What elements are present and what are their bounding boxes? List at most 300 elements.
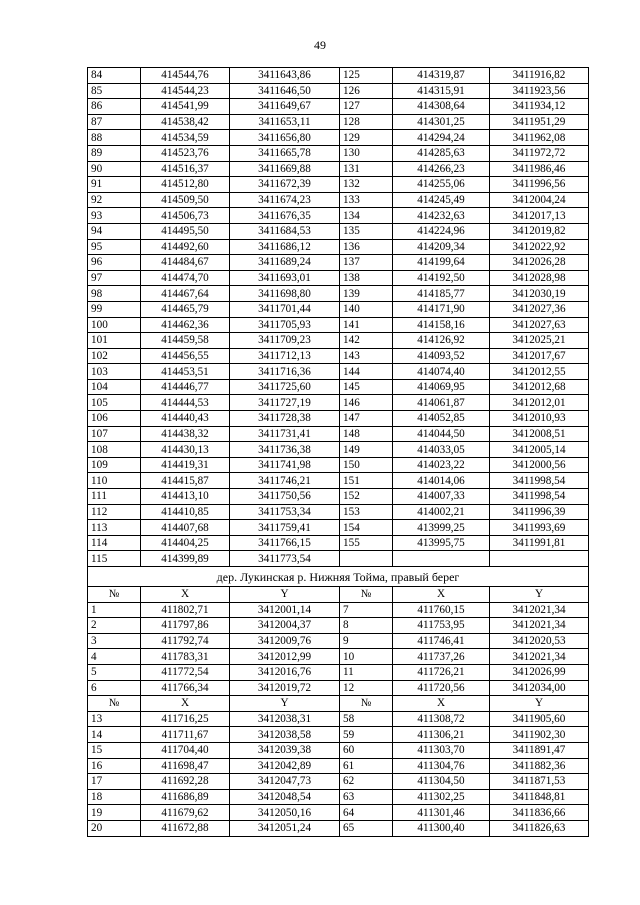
column-header: X — [141, 696, 230, 712]
table-row — [88, 551, 589, 567]
column-header: Y — [230, 587, 340, 603]
table-cell: 3411686,12 — [230, 239, 340, 255]
table-cell: 5 — [88, 664, 141, 680]
column-header: X — [141, 587, 230, 603]
table-cell: 3412034,00 — [490, 680, 589, 696]
table-cell: 3411923,56 — [490, 83, 589, 99]
table-cell: 3411653,11 — [230, 114, 340, 130]
table-cell: 3411709,23 — [230, 333, 340, 349]
coordinates-table-body — [88, 68, 589, 837]
table-cell: 84 — [88, 68, 141, 84]
table-cell: 414285,63 — [393, 145, 490, 161]
table-cell: 92 — [88, 192, 141, 208]
table-cell: 95 — [88, 239, 141, 255]
column-header: № — [340, 696, 393, 712]
table-row — [88, 114, 589, 130]
table-cell: 414399,89 — [141, 551, 230, 567]
table-row — [88, 602, 589, 618]
table-cell: 6 — [88, 680, 141, 696]
table-cell: 411746,41 — [393, 633, 490, 649]
table-cell: 3411725,60 — [230, 379, 340, 395]
table-cell: 3412005,14 — [490, 442, 589, 458]
table-cell: 8 — [340, 618, 393, 634]
page-number: 49 — [314, 38, 326, 52]
table-cell: 3412012,99 — [230, 649, 340, 665]
table-cell: 414171,90 — [393, 301, 490, 317]
table-cell: 2 — [88, 618, 141, 634]
table-cell: 135 — [340, 223, 393, 239]
table-cell: 104 — [88, 379, 141, 395]
table-cell: 3411991,81 — [490, 535, 589, 551]
table-row — [88, 68, 589, 84]
table-row — [88, 649, 589, 665]
table-cell: 414192,50 — [393, 270, 490, 286]
table-cell: 139 — [340, 286, 393, 302]
table-cell: 414294,24 — [393, 130, 490, 146]
column-header: Y — [490, 696, 589, 712]
table-cell: 149 — [340, 442, 393, 458]
section-title: дер. Лукинская р. Нижняя Тойма, правый берег — [88, 567, 589, 587]
table-cell: 411802,71 — [141, 602, 230, 618]
table-cell: 3411998,54 — [490, 473, 589, 489]
table-cell: 97 — [88, 270, 141, 286]
table-cell: 3412008,51 — [490, 426, 589, 442]
table-cell: 96 — [88, 255, 141, 271]
table-cell: 152 — [340, 489, 393, 505]
table-cell: 87 — [88, 114, 141, 130]
table-row — [88, 442, 589, 458]
table-cell: 3411665,78 — [230, 145, 340, 161]
table-cell: 411760,15 — [393, 602, 490, 618]
table-cell: 411783,31 — [141, 649, 230, 665]
table-cell: 105 — [88, 395, 141, 411]
table-cell: 3411705,93 — [230, 317, 340, 333]
table-cell: 3411676,35 — [230, 208, 340, 224]
table-cell: 3411993,69 — [490, 520, 589, 536]
table-cell: 128 — [340, 114, 393, 130]
table-cell: 3411848,81 — [490, 789, 589, 805]
table-cell: 113 — [88, 520, 141, 536]
table-cell: 411704,40 — [141, 742, 230, 758]
table-cell: 131 — [340, 161, 393, 177]
table-cell: 414158,16 — [393, 317, 490, 333]
table-cell: 111 — [88, 489, 141, 505]
table-cell: 3412000,56 — [490, 457, 589, 473]
table-cell: 414245,49 — [393, 192, 490, 208]
table-cell: 411304,50 — [393, 774, 490, 790]
table-cell: 411698,47 — [141, 758, 230, 774]
table-cell: 414061,87 — [393, 395, 490, 411]
table-cell: 414407,68 — [141, 520, 230, 536]
table-cell: 147 — [340, 411, 393, 427]
table-cell: 411308,72 — [393, 711, 490, 727]
table-cell: 12 — [340, 680, 393, 696]
table-cell: 3412026,28 — [490, 255, 589, 271]
table-cell: 3411996,39 — [490, 504, 589, 520]
header-row — [88, 696, 589, 712]
table-cell: 3412021,34 — [490, 649, 589, 665]
table-cell: 414023,22 — [393, 457, 490, 473]
table-cell: 414044,50 — [393, 426, 490, 442]
table-cell: 3411689,24 — [230, 255, 340, 271]
table-cell: 411753,95 — [393, 618, 490, 634]
table-cell: 414093,52 — [393, 348, 490, 364]
table-cell: 3412020,53 — [490, 633, 589, 649]
table-cell: 1 — [88, 602, 141, 618]
table-cell: 414456,55 — [141, 348, 230, 364]
table-cell: 414419,31 — [141, 457, 230, 473]
table-cell: 129 — [340, 130, 393, 146]
table-cell: 411300,40 — [393, 820, 490, 836]
table-cell: 142 — [340, 333, 393, 349]
table-cell: 150 — [340, 457, 393, 473]
table-cell: 414538,42 — [141, 114, 230, 130]
table-cell: 90 — [88, 161, 141, 177]
table-cell: 3412017,67 — [490, 348, 589, 364]
table-cell: 3412028,98 — [490, 270, 589, 286]
table-cell: 414534,59 — [141, 130, 230, 146]
table-row — [88, 618, 589, 634]
table-cell: 414544,23 — [141, 83, 230, 99]
table-cell: 144 — [340, 364, 393, 380]
table-cell: 9 — [340, 633, 393, 649]
table-cell: 3412019,72 — [230, 680, 340, 696]
table-cell: 94 — [88, 223, 141, 239]
table-row — [88, 789, 589, 805]
table-cell: 414440,43 — [141, 411, 230, 427]
table-cell: 109 — [88, 457, 141, 473]
table-cell: 3412050,16 — [230, 805, 340, 821]
table-row — [88, 520, 589, 536]
table-cell: 98 — [88, 286, 141, 302]
table-cell: 411686,89 — [141, 789, 230, 805]
table-cell: 151 — [340, 473, 393, 489]
table-cell: 7 — [340, 602, 393, 618]
table-row — [88, 239, 589, 255]
table-cell: 414033,05 — [393, 442, 490, 458]
table-cell: 3412038,58 — [230, 727, 340, 743]
table-cell: 3412010,93 — [490, 411, 589, 427]
table-cell: 414415,87 — [141, 473, 230, 489]
table-row — [88, 192, 589, 208]
table-row — [88, 348, 589, 364]
table-row — [88, 727, 589, 743]
table-cell: 3412004,37 — [230, 618, 340, 634]
table-row — [88, 633, 589, 649]
table-cell: 411711,67 — [141, 727, 230, 743]
table-cell: 125 — [340, 68, 393, 84]
table-cell: 414074,40 — [393, 364, 490, 380]
table-cell: 107 — [88, 426, 141, 442]
table-cell: 414509,50 — [141, 192, 230, 208]
table-cell: 134 — [340, 208, 393, 224]
table-row — [88, 177, 589, 193]
table-cell: 110 — [88, 473, 141, 489]
table-row — [88, 286, 589, 302]
table-cell: 3412012,01 — [490, 395, 589, 411]
table-cell: 414404,25 — [141, 535, 230, 551]
column-header: Y — [490, 587, 589, 603]
table-cell: 3412047,73 — [230, 774, 340, 790]
table-cell: 3412027,63 — [490, 317, 589, 333]
table-cell: 411672,88 — [141, 820, 230, 836]
table-cell: 115 — [88, 551, 141, 567]
table-cell: 411772,54 — [141, 664, 230, 680]
table-cell: 414069,95 — [393, 379, 490, 395]
table-row — [88, 99, 589, 115]
table-cell: 414014,06 — [393, 473, 490, 489]
table-cell: 62 — [340, 774, 393, 790]
table-cell: 133 — [340, 192, 393, 208]
table-cell: 411303,70 — [393, 742, 490, 758]
header-row — [88, 587, 589, 603]
table-cell: 15 — [88, 742, 141, 758]
table-cell: 137 — [340, 255, 393, 271]
table-cell: 3412038,31 — [230, 711, 340, 727]
table-cell: 411302,25 — [393, 789, 490, 805]
table-cell: 13 — [88, 711, 141, 727]
table-row — [88, 270, 589, 286]
table-cell: 20 — [88, 820, 141, 836]
table-cell: 93 — [88, 208, 141, 224]
table-cell: 114 — [88, 535, 141, 551]
coordinates-table — [87, 67, 589, 837]
table-cell: 106 — [88, 411, 141, 427]
table-cell: 414308,64 — [393, 99, 490, 115]
table-cell: 3412012,68 — [490, 379, 589, 395]
table-cell: 3412026,99 — [490, 664, 589, 680]
table-cell: 414495,50 — [141, 223, 230, 239]
table-cell: 3411672,39 — [230, 177, 340, 193]
table-cell: 3411674,23 — [230, 192, 340, 208]
table-cell: 411792,74 — [141, 633, 230, 649]
table-cell: 89 — [88, 145, 141, 161]
table-cell: 411306,21 — [393, 727, 490, 743]
table-cell: 414459,58 — [141, 333, 230, 349]
table-cell: 132 — [340, 177, 393, 193]
table-cell: 19 — [88, 805, 141, 821]
table-cell: 153 — [340, 504, 393, 520]
table-cell: 86 — [88, 99, 141, 115]
table-cell: 3412001,14 — [230, 602, 340, 618]
table-row — [88, 504, 589, 520]
table-cell: 3412039,38 — [230, 742, 340, 758]
table-cell: 414315,91 — [393, 83, 490, 99]
table-cell: 3411669,88 — [230, 161, 340, 177]
table-cell: 146 — [340, 395, 393, 411]
column-header: № — [88, 587, 141, 603]
table-cell: 3411905,60 — [490, 711, 589, 727]
table-cell: 3411693,01 — [230, 270, 340, 286]
table-cell: 3411728,38 — [230, 411, 340, 427]
table-cell: 3411951,29 — [490, 114, 589, 130]
table-cell: 3411871,53 — [490, 774, 589, 790]
table-cell: 3412016,76 — [230, 664, 340, 680]
table-row — [88, 426, 589, 442]
table-cell: 99 — [88, 301, 141, 317]
table-row — [88, 333, 589, 349]
table-cell: 414002,21 — [393, 504, 490, 520]
table-cell: 3411996,56 — [490, 177, 589, 193]
column-header: № — [340, 587, 393, 603]
table-cell: 3411902,30 — [490, 727, 589, 743]
table-cell: 3411684,53 — [230, 223, 340, 239]
table-row — [88, 161, 589, 177]
table-cell: 414410,85 — [141, 504, 230, 520]
table-cell: 3 — [88, 633, 141, 649]
table-cell: 414126,92 — [393, 333, 490, 349]
table-cell: 414523,76 — [141, 145, 230, 161]
table-cell: 3411986,46 — [490, 161, 589, 177]
table-cell: 3411701,44 — [230, 301, 340, 317]
table-cell: 411726,21 — [393, 664, 490, 680]
table-cell: 3411972,72 — [490, 145, 589, 161]
table-cell: 3412048,54 — [230, 789, 340, 805]
table-cell: 3412030,19 — [490, 286, 589, 302]
table-cell: 414506,73 — [141, 208, 230, 224]
table-cell: 3411716,36 — [230, 364, 340, 380]
table-row — [88, 364, 589, 380]
table-cell: 3411698,80 — [230, 286, 340, 302]
section-row — [88, 567, 589, 587]
table-row — [88, 130, 589, 146]
table-cell: 138 — [340, 270, 393, 286]
table-cell: 145 — [340, 379, 393, 395]
table-cell: 414492,60 — [141, 239, 230, 255]
table-cell: 3411916,82 — [490, 68, 589, 84]
column-header: X — [393, 587, 490, 603]
table-row — [88, 758, 589, 774]
table-cell: 3411836,66 — [490, 805, 589, 821]
table-cell: 3412004,24 — [490, 192, 589, 208]
table-cell: 3411746,21 — [230, 473, 340, 489]
column-header: Y — [230, 696, 340, 712]
table-cell: 3411766,15 — [230, 535, 340, 551]
table-row — [88, 208, 589, 224]
table-cell: 3411891,47 — [490, 742, 589, 758]
table-cell: 414266,23 — [393, 161, 490, 177]
table-cell: 136 — [340, 239, 393, 255]
table-cell: 141 — [340, 317, 393, 333]
table-cell: 3411759,41 — [230, 520, 340, 536]
table-cell: 100 — [88, 317, 141, 333]
table-row — [88, 473, 589, 489]
table-cell: 140 — [340, 301, 393, 317]
table-cell: 88 — [88, 130, 141, 146]
table-cell: 4 — [88, 649, 141, 665]
table-cell: 63 — [340, 789, 393, 805]
table-cell: 3411646,50 — [230, 83, 340, 99]
table-cell: 3411736,38 — [230, 442, 340, 458]
table-cell: 414430,13 — [141, 442, 230, 458]
table-cell: 112 — [88, 504, 141, 520]
table-cell: 414438,32 — [141, 426, 230, 442]
table-cell: 411720,56 — [393, 680, 490, 696]
table-cell: 414199,64 — [393, 255, 490, 271]
table-row — [88, 411, 589, 427]
table-cell: 3412021,34 — [490, 602, 589, 618]
table-cell: 3411753,34 — [230, 504, 340, 520]
table-cell: 3412017,13 — [490, 208, 589, 224]
table-cell: 414007,33 — [393, 489, 490, 505]
column-header: X — [393, 696, 490, 712]
table-cell: 413995,75 — [393, 535, 490, 551]
table-cell: 413999,25 — [393, 520, 490, 536]
table-cell: 3411656,80 — [230, 130, 340, 146]
table-row — [88, 535, 589, 551]
table-row — [88, 457, 589, 473]
table-cell: 414224,96 — [393, 223, 490, 239]
table-cell: 414453,51 — [141, 364, 230, 380]
table-cell: 414209,34 — [393, 239, 490, 255]
table-row — [88, 774, 589, 790]
table-cell: 154 — [340, 520, 393, 536]
table-cell: 411304,76 — [393, 758, 490, 774]
table-cell: 414446,77 — [141, 379, 230, 395]
table-cell: 3411727,19 — [230, 395, 340, 411]
table-row — [88, 711, 589, 727]
table-row — [88, 223, 589, 239]
table-cell: 3411998,54 — [490, 489, 589, 505]
table-row — [88, 395, 589, 411]
table-cell: 414232,63 — [393, 208, 490, 224]
table-cell: 3411773,54 — [230, 551, 340, 567]
table-cell: 3412022,92 — [490, 239, 589, 255]
table-row — [88, 489, 589, 505]
table-cell: 3411649,67 — [230, 99, 340, 115]
table-cell: 3412042,89 — [230, 758, 340, 774]
table-cell: 3411643,86 — [230, 68, 340, 84]
table-cell: 411301,46 — [393, 805, 490, 821]
table-cell: 91 — [88, 177, 141, 193]
table-cell: 3412051,24 — [230, 820, 340, 836]
table-cell: 16 — [88, 758, 141, 774]
table-row — [88, 805, 589, 821]
table-cell: 3411826,63 — [490, 820, 589, 836]
table-row — [88, 145, 589, 161]
table-cell: 411737,26 — [393, 649, 490, 665]
table-cell: 411679,62 — [141, 805, 230, 821]
table-row — [88, 255, 589, 271]
table-cell: 414516,37 — [141, 161, 230, 177]
table-cell: 414512,80 — [141, 177, 230, 193]
table-cell: 3412019,82 — [490, 223, 589, 239]
table-cell: 59 — [340, 727, 393, 743]
table-cell: 3412027,36 — [490, 301, 589, 317]
table-row — [88, 664, 589, 680]
table-cell: 11 — [340, 664, 393, 680]
table-cell: 85 — [88, 83, 141, 99]
table-cell: 414484,67 — [141, 255, 230, 271]
table-cell: 414319,87 — [393, 68, 490, 84]
table-cell: 65 — [340, 820, 393, 836]
table-cell — [490, 551, 589, 567]
table-cell: 414185,77 — [393, 286, 490, 302]
table-cell: 414465,79 — [141, 301, 230, 317]
table-cell: 3411750,56 — [230, 489, 340, 505]
table-cell: 3411741,98 — [230, 457, 340, 473]
table-row — [88, 83, 589, 99]
table-cell: 3412021,34 — [490, 618, 589, 634]
table-cell: 411692,28 — [141, 774, 230, 790]
table-cell — [340, 551, 393, 567]
table-row — [88, 820, 589, 836]
table-row — [88, 379, 589, 395]
table-cell: 143 — [340, 348, 393, 364]
table-cell: 103 — [88, 364, 141, 380]
table-cell: 414301,25 — [393, 114, 490, 130]
table-row — [88, 301, 589, 317]
